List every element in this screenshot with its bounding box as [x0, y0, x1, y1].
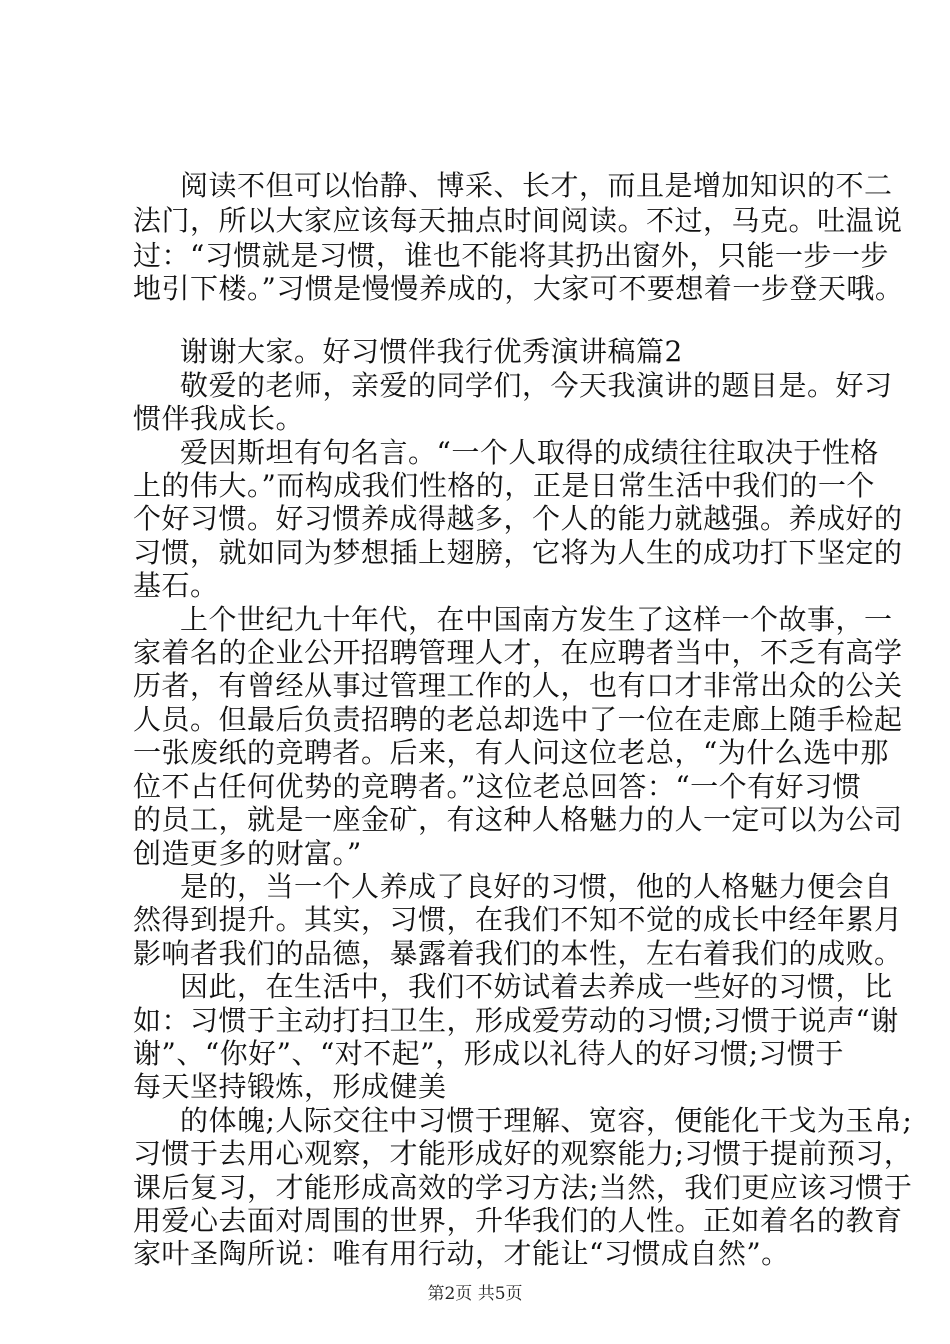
text-line: 爱因斯坦有句名言。“一个人取得的成绩往往取决于性格 [180, 436, 879, 469]
text-line: 上个世纪九十年代，在中国南方发生了这样一个故事，一 [180, 603, 893, 636]
text-line: 地引下楼。”习惯是慢慢养成的，大家可不要想着一步登天哦。 [133, 272, 904, 305]
text-line: 家着名的企业公开招聘管理人才，在应聘者当中，不乏有高学 [133, 636, 903, 669]
text-line: 的体魄;人际交往中习惯于理解、宽容，便能化干戈为玉帛; [180, 1104, 913, 1137]
text-line: 位不占任何优势的竞聘者。”这位老总回答：“一个有好习惯 [133, 770, 862, 803]
text-line: 个好习惯。好习惯养成得越多，个人的能力就越强。养成好的 [133, 502, 903, 535]
text-line: 课后复习，才能形成高效的学习方法;当然，我们更应该习惯于 [133, 1171, 913, 1204]
text-line: 每天坚持锻炼，形成健美 [133, 1070, 447, 1103]
text-line: 如：习惯于主动打扫卫生，形成爱劳动的习惯;习惯于说声“谢 [133, 1004, 899, 1037]
text-line: 一张废纸的竞聘者。后来，有人问这位老总，“为什么选中那 [133, 736, 889, 769]
section-heading: 谢谢大家。好习惯伴我行优秀演讲稿篇2 [180, 335, 683, 368]
text-line: 敬爱的老师，亲爱的同学们，今天我演讲的题目是。好习 [180, 369, 893, 402]
page-number-footer: 第2页 共5页 [427, 1284, 523, 1304]
text-line: 的员工，就是一座金矿，有这种人格魅力的人一定可以为公司 [133, 803, 903, 836]
text-line: 家叶圣陶所说：唯有用行动，才能让“习惯成自然”。 [133, 1237, 790, 1270]
text-line: 过：“习惯就是习惯，谁也不能将其扔出窗外，只能一步一步 [133, 239, 889, 272]
text-line: 谢”、“你好”、“对不起”，形成以礼待人的好习惯;习惯于 [133, 1037, 845, 1070]
text-line: 习惯，就如同为梦想插上翅膀，它将为人生的成功打下坚定的 [133, 536, 903, 569]
text-line: 人员。但最后负责招聘的老总却选中了一位在走廊上随手检起 [133, 703, 903, 736]
text-line: 然得到提升。其实，习惯，在我们不知不觉的成长中经年累月 [133, 903, 903, 936]
text-line: 用爱心去面对周围的世界，升华我们的人性。正如着名的教育 [133, 1204, 903, 1237]
text-line: 阅读不但可以怡静、博采、长才，而且是增加知识的不二 [180, 169, 893, 202]
text-line: 历者，有曾经从事过管理工作的人，也有口才非常出众的公关 [133, 669, 903, 702]
text-line: 习惯于去用心观察，才能形成好的观察能力;习惯于提前预习， [133, 1137, 913, 1170]
text-line: 因此，在生活中，我们不妨试着去养成一些好的习惯，比 [180, 970, 893, 1003]
text-line: 影响者我们的品德，暴露着我们的本性，左右着我们的成败。 [133, 937, 903, 970]
text-line: 上的伟大。”而构成我们性格的，正是日常生活中我们的一个 [133, 469, 875, 502]
text-line: 是的，当一个人养成了良好的习惯，他的人格魅力便会自 [180, 870, 893, 903]
text-line: 创造更多的财富。” [133, 837, 362, 870]
text-line: 基石。 [133, 569, 219, 602]
text-line: 惯伴我成长。 [133, 402, 305, 435]
text-line: 法门，所以大家应该每天抽点时间阅读。不过，马克。吐温说 [133, 204, 903, 237]
